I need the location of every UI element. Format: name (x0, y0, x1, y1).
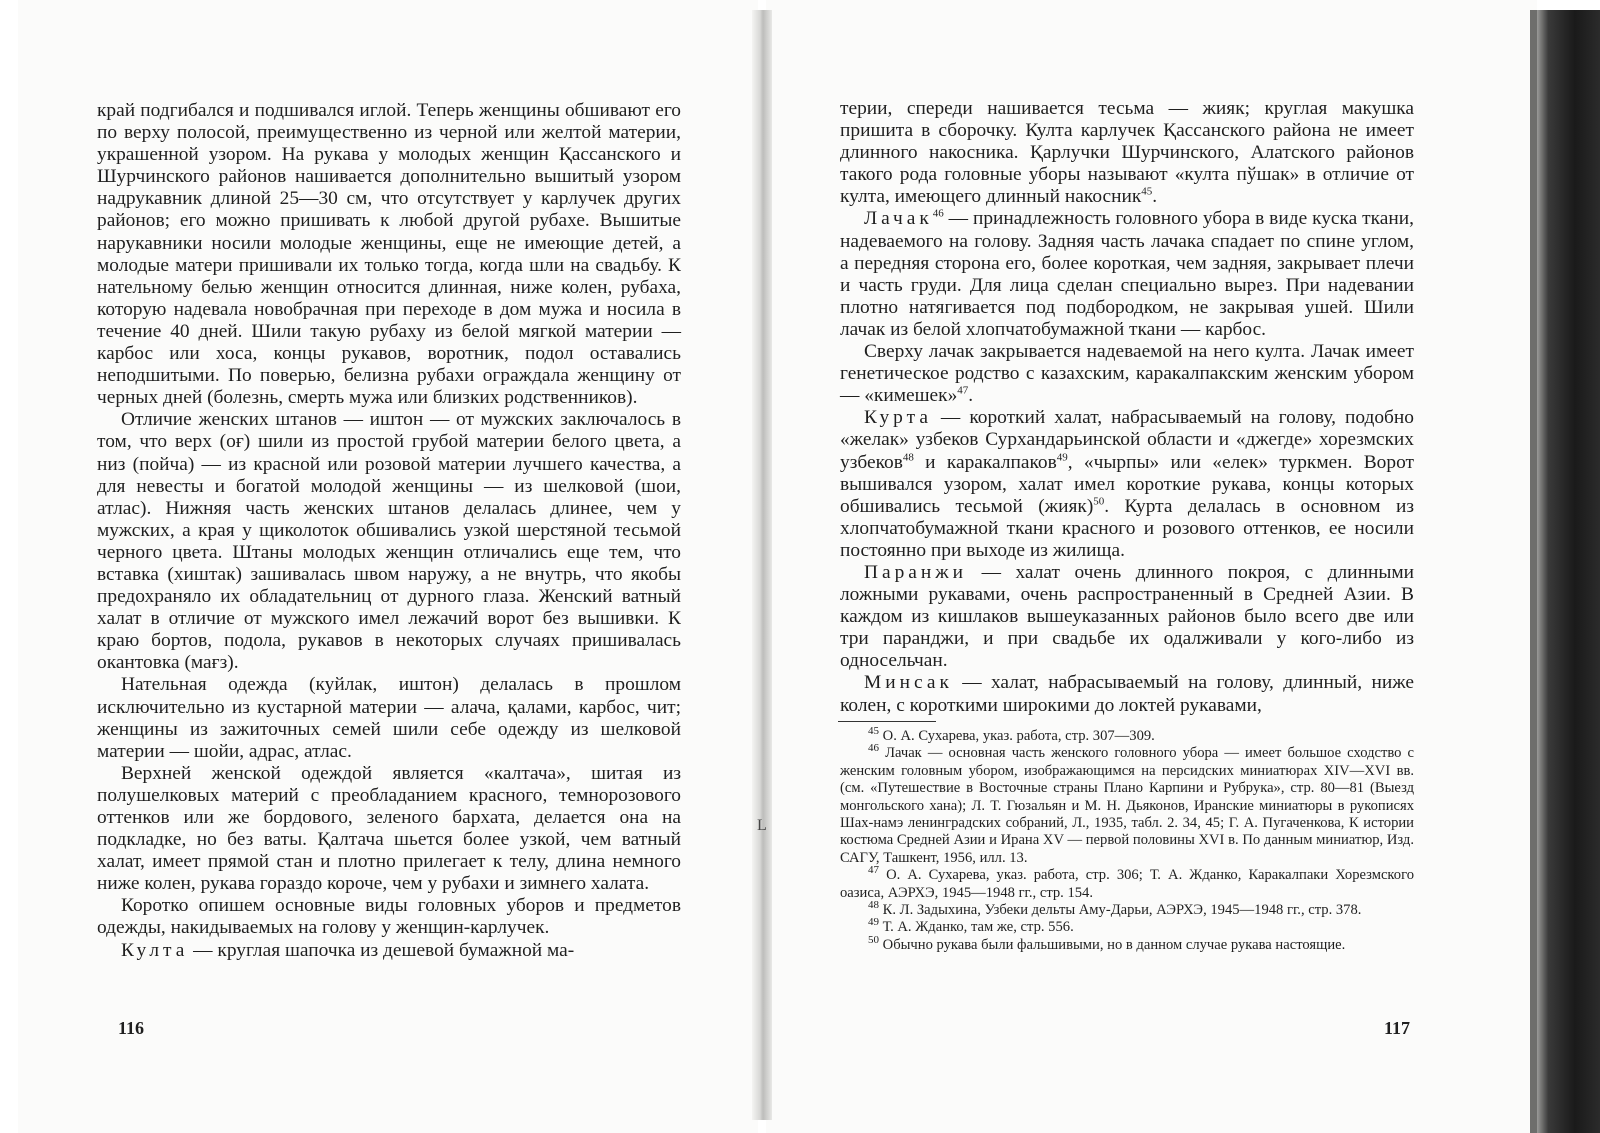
book-cover-edge (1537, 10, 1600, 1133)
paragraph (840, 208, 1414, 341)
paragraph (840, 562, 1414, 672)
paragraph: Сверху лачак закрывается надеваемой на него култа. Лачак имеет генетическое родство с казахским, каракалпакским женским убором — «кимешек»$^{47}$. (840, 341, 1414, 407)
right-page-body (840, 98, 1414, 717)
kulta-definition: — круглая шапочка из дешевой бумажной ма- (188, 939, 575, 961)
term-kurta: Курта (864, 407, 932, 429)
footnote-ref: 49 (1056, 451, 1068, 464)
paragraph-text: . Курта делалась в основном из хлопчатобумажной ткани красного и розового оттенков, ее носили постоянно при выходе из жилища. (840, 495, 1414, 561)
footnote (840, 899, 1414, 919)
footnote-ref: 50 (1093, 495, 1105, 508)
footnote-number: 48 (868, 899, 879, 912)
paragraph-text: — короткий халат, набрасываемый на голову, подобно «желак» узбеков Сурхандарьинской области и «джегде» хорезмских узбеков (840, 407, 1414, 473)
paragraph: терии, спереди нашивается тесьма — жияк; круглая макушка пришита в сборочку. Култа карлучек Қассанского района не имеет длинного накосника. Қарлучки Шурчинского, Алатского районов такого рода головные уборы называют «култа пўшак» в отличие от култа, имеющего длинный накосник$^{45}$. (840, 98, 1414, 208)
footnote-text: Обычно рукава были фальшивыми, но в данном случае рукава настоящие. (879, 936, 1346, 953)
footnote-ref: 47 (957, 384, 969, 397)
term-paranji: Паранжи (864, 561, 968, 583)
footnote-text: К. Л. Задыхина, Узбеки дельты Аму-Дарьи, АЭРХЭ, 1945—1948 гг., стр. 378. (879, 902, 1362, 919)
footnote-text: Лачак — основная часть женского головного убора — имеет большое сходство с женским головным убором, изображающимся на персидских миниатюрах XIV—XVI вв. (см. «Путешествие в Восточные страны Плано Карпини и Рубрука», стр. 80—81 (Выезд монгольского хана); Л. Т. Гюзальян и М. Н. Дьяконов, Иранские миниатюры в рукописях Шах-намэ ленинградских собраний, Л., 1935, табл. 2. 34, 45; Г. А. Пугаченкова, К истории костюма Средней Азии и Ирана XV — первой половины XVI в. По данным миниатюр, Изд. САГУ, Ташкент, 1956, илл. 13. (840, 745, 1414, 866)
page-number-right: 117 (1384, 1018, 1411, 1038)
paragraph (97, 940, 681, 962)
footnote-text: О. А. Сухарева, указ. работа, стр. 307—309. (879, 728, 1155, 744)
footnote-number: 49 (868, 916, 879, 929)
paragraph-text: — принадлежность головного убора в виде куска ткани, надеваемого на голову. Задняя часть лачака спадает по спине углом, а передняя сторона его, более короткая, чем задняя, закрывает плечи и часть груди. Для лица сделан специально вырез. При надевании плотно натягивается под подбородком, не закрывая ушей. Шили лачак из белой хлопчатобумажной ткани — карбос. (840, 208, 1414, 340)
paragraph-text: , «чырпы» или «елек» туркмен. Ворот вышивался узором, халат имел короткие рукава, концы которых обшивались тесьмой (жияк) (840, 451, 1414, 517)
term-minsak: Минсак (864, 672, 953, 694)
footnote (840, 742, 1414, 867)
term-lachak: Лачак (864, 208, 933, 230)
paragraph (840, 407, 1414, 562)
paragraph: Верхней женской одеждой является «калтача», шитая из полушелковых материй с преобладанием красного, темнорозового оттенков или же бордового, зеленого бархата, делается она на подкладке, но без ваты. Қалтача шьется более узкой, чем ватный халат, имеет прямой стан и плотно прилегает к телу, длина немного ниже колен, рукава гораздо короче, чем у рубахи и зимнего халата. (97, 762, 681, 895)
footnote-ref: 48 (902, 451, 914, 464)
footnotes (840, 725, 1414, 954)
footnote-divider (838, 721, 936, 722)
gutter-mark: L (757, 817, 767, 834)
paragraph-text: терии, спереди нашивается тесьма — жияк; круглая макушка пришита в сборочку. Култа карлучек Қассанского района не имеет длинного накосника. Қарлучки Шурчинского, Алатского районов такого рода головные уборы называют «култа пўшак» в отличие от култа, имеющего длинный накосник (840, 98, 1414, 208)
footnote (840, 864, 1414, 902)
book-gutter (752, 10, 772, 1120)
paragraph: край подгибался и подшивался иглой. Теперь женщины обшивают его по верху полосой, преимущественно из черной или желтой материи, украшенной узором. На рукава у молодых женщин Қассанского и Шурчинского районов нашивается дополнительно вышитый узором надрукавник длиной 25—30 см, что отсутствует у карлучек других районов; его можно пришивать к любой другой рубахе. Вышитые нарукавники носили молодые женщины, еще не имеющие детей, а молодые матери пришивали их только тогда, когда шли на свадьбу. К нательному белью женщин относится длинная, ниже колен, рубаха, которую надевала новобрачная при переходе в дом мужа и носила в течение 40 дней. Шили такую рубаху из белой мягкой материи — карбос или хоса, концы рукавов, воротник, подол оставались неподшитыми. По поверью, белизна рубахи ограждала женщину от черных дней (болезнь, смерть мужа или близких родственников). (97, 100, 681, 409)
paragraph: Нательная одежда (куйлак, иштон) делалась в прошлом исключительно из кустарной материи — алача, қалами, карбос, чит; женщины из зажиточных семей шили себе одежду из шелковой материи — шойи, адрас, атлас. (97, 674, 681, 762)
paragraph: Коротко опишем основные виды головных уборов и предметов одежды, накидываемых на голову у женщин-карлучек. (97, 895, 681, 939)
paragraph-text: — халат очень длинного покроя, с длинными ложными рукавами, очень распространенный в Средней Азии. В каждом из кишлаков вышеуказанных районов было всего две или три паранджи, и при свадьбе их одалживали у кого-либо из односельчан. (840, 561, 1414, 672)
footnote-number: 50 (868, 934, 879, 947)
paragraph (840, 672, 1414, 716)
footnote (840, 934, 1414, 954)
footnote-ref: 46 (932, 208, 944, 220)
paragraph: Отличие женских штанов — иштон — от мужских заключалось в том, что верх (оғ) шили из простой грубой материи белого цвета, а низ (пойча) — из красной или розовой материи лучшего качества, а для невесты и богатой молодой женщины — из шелковой (шои, атлас). Нижняя часть женских штанов делалась длинее, чем у мужских, а края у щиколоток обшивались узкой шерстяной тесьмой черного цвета. Штаны молодых женщин отличались еще тем, что вставка (хиштак) зашивалась швом наружу, а не внутрь, что якобы предохраняло их обладательниц от дурного глаза. Женский ватный халат в отличие от мужского имел лежачий ворот без вышивки. К краю бортов, подола, рукавов в некоторых случаях пришивалась окантовка (мағз). (97, 409, 681, 674)
footnote-number: 47 (868, 864, 879, 877)
footnote-ref: 45 (1141, 185, 1153, 198)
footnote-text: Т. А. Жданко, там же, стр. 556. (879, 919, 1074, 936)
term-kulta: Култа (121, 939, 189, 961)
page-number-left: 116 (118, 1018, 145, 1038)
paragraph-text: — халат, набрасываемый на голову, длинный, ниже колен, с короткими широкими до локтей рукавами, (840, 672, 1414, 716)
footnote-number: 46 (868, 742, 879, 755)
footnote (840, 725, 1414, 745)
paragraph-text: Сверху лачак закрывается надеваемой на него култа. Лачак имеет генетическое родство с казахским, каракалпакским женским убором — «кимешек» (840, 341, 1414, 407)
paragraph-text: и каракалпаков (913, 451, 1057, 473)
footnote-text: О. А. Сухарева, указ. работа, стр. 306; Т. А. Жданко, Каракалпаки Хорезмского оазиса, АЭРХЭ, 1945—1948 гг., стр. 154. (840, 867, 1414, 901)
left-page-body (97, 100, 681, 962)
footnote-number: 45 (868, 725, 879, 738)
footnote (840, 916, 1414, 936)
